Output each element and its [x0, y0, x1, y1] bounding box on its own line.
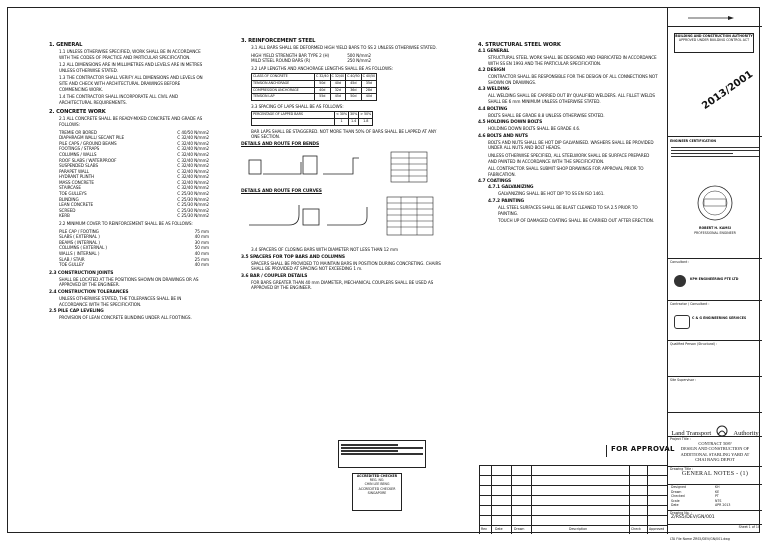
note-3-3-text: BAR LAPS SHALL BE STAGGERED. NOT MORE THAN 50% OF BARS SHALL BE LAPPED AT ANY ONE SECTION.: [251, 128, 437, 140]
cover-list: [49, 229, 209, 268]
cover-row: SLAB / STAIR 25 mm: [59, 256, 209, 262]
pe-name: ROBERT H. KAMSI: [699, 226, 731, 230]
table-row: 1 1.4 1.8: [252, 118, 373, 125]
qp-cell: [668, 340, 762, 376]
table-row: TENSION ANCHORAGE 50d 40d 45d 35d: [252, 80, 377, 87]
declaration-lines: [339, 441, 425, 458]
note-4-4: 4.4 BOLTING: [478, 106, 508, 112]
note-1-3: 1.3 THE CONTRACTOR SHALL VERIFY ALL DIMENSIONS AND LEVELS ON SITE AND CHECK WITH ARCHITECTURAL DRAWINGS BEFORE COMMENCING WORK.: [59, 75, 203, 92]
note-4-5-text: HOLDING DOWN BOLTS SHALL BE GRADE 4.6.: [488, 126, 581, 132]
rev-header-drawn: Drawn: [514, 527, 525, 531]
note-3-5: 3.5 SPACERS FOR TOP BARS AND COLUMNS: [241, 254, 345, 260]
section-general-title: 1. GENERAL: [49, 42, 83, 48]
note-4-6: 4.6 BOLTS AND NUTS: [478, 133, 528, 139]
grade-row: FOOTINGS / STRAPS C 32/40 N/mm2: [59, 146, 209, 152]
bend-detail-title: DETAILS AND ROUTE FOR BENDS: [241, 141, 320, 147]
cover-row: BEAMS ( INTERNAL ) 30 mm: [59, 239, 209, 245]
grade-row: PILE CAPS / GROUND BEAMS C 32/40 N/mm2: [59, 140, 209, 146]
drawing-title-cell: [668, 466, 762, 484]
grade-row: KERB C 25/30 N/mm2: [59, 213, 209, 219]
grade-row: DIAPHRAGM WALL/ SECANT PILE C 32/40 N/mm2: [59, 135, 209, 141]
general-notes-column-1: [49, 42, 209, 323]
north-arrow-icon: [668, 8, 762, 26]
grade-row: BLINDING C 25/30 N/mm2: [59, 196, 209, 202]
section-steel-title: 4. STRUCTURAL STEEL WORK: [478, 42, 561, 48]
note-4-1: 4.1 GENERAL: [478, 49, 510, 54]
table-row: TENSION LAP 55d 45d 50d 40d: [252, 94, 377, 101]
drawing-title: GENERAL NOTES - (1): [681, 471, 749, 478]
note-4-7-1-text: GALVANIZING SHALL BE HOT DIP TO SS EN ISO 1461.: [498, 191, 605, 197]
grade-row: COLUMNS / WALLS C 32/40 N/mm2: [59, 151, 209, 157]
stamp-line-1: REG. NO.: [369, 478, 385, 483]
note-3-1: 3.1 ALL BARS SHALL BE DEFORMED HIGH YIELD BARS TO SS 2 UNLESS OTHERWISE STATED.: [251, 45, 437, 50]
general-notes-column-2: [241, 38, 446, 293]
note-3-4: 3.4 SPACERS OF CLOSING BARS WITH DIAMETER NOT LESS THAN 12 mm: [251, 246, 398, 252]
project-title-label: Project Title :: [670, 437, 691, 441]
bca-stamp-number: 2013/2001: [700, 68, 756, 113]
grade-row: SUSPENDED SLABS C 32/40 N/mm2: [59, 163, 209, 169]
sheet-number: Sheet 1 of 10: [738, 525, 760, 529]
concrete-grade-list: [49, 130, 209, 220]
cover-row: COLUMNS ( EXTERNAL ) 50 mm: [59, 245, 209, 251]
site-supervisor-label: Site Supervisor :: [670, 378, 697, 382]
accredited-checker-stamp: [352, 473, 402, 511]
note-4-2: 4.2 DESIGN: [478, 68, 506, 74]
drawing-number-label: Drawing No. :: [670, 511, 692, 515]
grade-row: MASS CONCRETE C 32/40 N/mm2: [59, 179, 209, 185]
drawing-number: Z/RS5/DEV/GN/001: [671, 515, 715, 521]
bca-stamp: [674, 33, 754, 53]
stamp-title: ACCREDITED CHECKER: [356, 474, 398, 478]
yield-list: [241, 53, 371, 64]
project-title-line: DESIGN AND CONSTRUCTION OF: [680, 446, 750, 452]
note-3-2: 3.2 LAP LENGTHS AND ANCHORAGE LENGTHS SHALL BE AS FOLLOWS:: [251, 65, 393, 71]
note-4-7: 4.7 COATINGS: [478, 179, 512, 185]
note-4-3-text: ALL WELDING SHALL BE CARRIED OUT BY QUALIFIED WELDERS. ALL FILLET WELDS SHALL BE 6 mm MINIMUM UNLESS OTHERWISE STATED.: [488, 93, 655, 104]
note-1-2: 1.2 ALL DIMENSIONS ARE IN MILLIMETRES AND LEVELS ARE IN METRES UNLESS OTHERWISE STATED.: [59, 62, 203, 73]
note-4-3: 4.3 WELDING: [478, 87, 510, 93]
grade-row: TOE GULLEYS C 25/30 N/mm2: [59, 191, 209, 197]
note-3-3: 3.3 SPACING OF LAPS SHALL BE AS FOLLOWS:: [251, 103, 344, 109]
note-4-6-text-3: ALL CONTRACTOR SHALL SUBMIT SHOP DRAWINGS FOR APPROVAL PRIOR TO FABRICATION.: [488, 166, 644, 177]
rev-header-approved: Approved: [649, 527, 665, 531]
lta-logo-cell: [668, 412, 762, 436]
consultant-2-label: Contractor / Consultant :: [670, 302, 710, 306]
cover-row: SLABS ( EXTERNAL ) 40 mm: [59, 234, 209, 240]
qp-label: Qualified Person (Structural) :: [670, 342, 718, 346]
note-1-1: 1.1 UNLESS OTHERWISE SPECIFIED, WORK SHALL BE IN ACCORDANCE WITH THE CODES OF PRACTICE AND PARTICULAR SPECIFICATION.: [59, 49, 201, 60]
note-4-4-text: BOLTS SHALL BE GRADE 8.8 UNLESS OTHERWISE STATED.: [488, 112, 605, 118]
certification-text-lines: [668, 147, 762, 157]
yield-row: MILD STEEL ROUND BARS (R) 250 N/mm2: [251, 58, 371, 64]
checker-declaration-box: [338, 440, 426, 468]
project-title: [668, 441, 762, 462]
note-1-4: 1.4 THE CONTRACTOR SHALL INCORPORATE ALL CIVIL AND ARCHITECTURAL REQUIREMENTS.: [59, 94, 178, 105]
certification-heading: ENGINEER CERTIFICATION: [670, 139, 717, 143]
lap-spacing-table: [251, 111, 373, 125]
note-4-7-2: 4.7.2 PAINTING: [488, 198, 525, 204]
footer-cell: [668, 524, 762, 541]
grade-row: SCREED C 25/30 N/mm2: [59, 207, 209, 213]
drawing-meta-cell: [668, 484, 762, 510]
note-2-5-text: PROVISION OF LEAN CONCRETE BLINDING UNDER ALL FOOTINGS.: [59, 315, 192, 321]
project-title-line: CHAI BANG DEPOT: [695, 456, 735, 462]
grade-row: ROOF SLABS / WATERPROOF C 32/40 N/mm2: [59, 157, 209, 163]
lap-length-table: [251, 73, 377, 100]
consultant-2-cell: [668, 300, 762, 340]
section-reinforcement-title: 3. REINFORCEMENT STEEL: [241, 38, 316, 44]
consultant-1-cell: [668, 258, 762, 300]
note-2-4-text: UNLESS OTHERWISE STATED, THE TOLERANCES SHALL BE IN ACCORDANCE WITH THE SPECIFICATION.: [59, 295, 182, 307]
project-title-line: CONTRACT 508?: [698, 441, 732, 447]
project-title-line: ADDITIONAL STABLING YARD AT: [680, 451, 750, 457]
table-row: COMPRESSION ANCHORAGE 40d 32d 36d 28d: [252, 87, 377, 94]
note-4-7-1: 4.7.1 GALVANIZING: [488, 185, 534, 191]
note-2-3: 2.3 CONSTRUCTION JOINTS: [49, 270, 114, 276]
bca-sub: APPROVED UNDER BUILDING CONTROL ACT: [678, 38, 750, 43]
note-2-3-text: SHALL BE LOCATED AT THE POSITIONS SHOWN ON DRAWINGS OR AS APPROVED BY THE ENGINEER.: [59, 276, 199, 288]
cover-row: TOE GULLEY 40 mm: [59, 262, 209, 268]
note-4-5: 4.5 HOLDING DOWN BOLTS: [478, 120, 543, 126]
rev-header-rev: Rev: [481, 527, 487, 531]
note-2-4: 2.4 CONSTRUCTION TOLERANCES: [49, 289, 129, 295]
grade-row: HYDRANT PLINTH C 32/40 N/mm2: [59, 174, 209, 180]
footer-filename: LTA File Name ZRS5/DEV/GN/001.dwg: [670, 537, 730, 541]
stamp-line-3: ACCREDITED CHECKER: [358, 486, 396, 491]
note-4-1-text: STRUCTURAL STEEL WORK SHALL BE DESIGNED AND FABRICATED IN ACCORDANCE WITH SS EN 1993 AND THE PARTICULAR SPECIFICATION.: [488, 55, 657, 66]
general-notes-column-3: [478, 42, 658, 226]
for-approval-label: FOR APPROVAL: [606, 445, 675, 457]
table-header-row: CLASS OF CONCRETE C 32/40 C 32/40 C 40/50 C 40/50: [252, 74, 377, 81]
lta-logo-text-2: Authority: [733, 430, 759, 437]
tb-header-cell: [668, 8, 762, 26]
rev-header-check: Check: [631, 527, 641, 531]
lta-logo-text-1: Land Transport: [671, 430, 712, 437]
drawing-sheet: [7, 7, 760, 541]
drawing-number-cell: [668, 510, 762, 524]
revision-table: [479, 465, 667, 534]
note-2-5: 2.5 PILE CAP LEVELING: [49, 309, 104, 315]
cover-row: PILE CAP / FOOTING 75 mm: [59, 228, 209, 234]
pe-certification-cell: [668, 136, 762, 238]
drawing-title-label: Drawing Title :: [670, 467, 694, 471]
site-supervisor-cell: [668, 376, 762, 412]
bca-approval-cell: [668, 26, 762, 136]
stamp-line-4: SINGAPORE: [367, 490, 387, 495]
stamp-line-2: CHIN LEE BENG: [364, 482, 390, 487]
bend-detail-diagram: [241, 148, 441, 188]
consultant-2-logo: [674, 315, 690, 329]
drawing-meta: Designed KH Drawn KE Checked PT Scale NTS Date APR 2013: [671, 485, 731, 508]
consultant-1-name: KPH ENGINEERING PTE LTD: [690, 277, 739, 281]
consultant-1-label: Consultant :: [670, 260, 690, 264]
consultant-2-name: C & G ENGINEERING SERVICES: [692, 316, 747, 320]
note-3-5-text: SPACERS SHALL BE PROVIDED TO MAINTAIN BARS IN POSITION DURING CONCRETING. CHAIRS SHALL BE PROVIDED AT SPACING NOT EXCEEDING 1 m.: [251, 260, 441, 272]
project-title-cell: [668, 436, 762, 466]
curve-detail-title: DETAILS AND ROUTE FOR CURVES: [241, 189, 322, 195]
note-3-6: 3.6 BAR / COUPLER DETAILS: [241, 273, 308, 279]
section-concrete-title: 2. CONCRETE WORK: [49, 109, 106, 116]
grade-row: LEAN CONCRETE C 25/30 N/mm2: [59, 202, 209, 208]
note-4-7-2-text-2: TOUCH UP OF DAMAGED COATING SHALL BE CARRIED OUT AFTER ERECTION.: [498, 218, 655, 224]
note-4-2-text: CONTRACTOR SHALL BE RESPONSIBLE FOR THE DESIGN OF ALL CONNECTIONS NOT SHOWN ON DRAWINGS.: [488, 74, 658, 85]
pe-title: PROFESSIONAL ENGINEER: [694, 231, 736, 235]
rev-header-description: Description: [569, 527, 588, 531]
note-2-2: 2.2 MINIMUM COVER TO REINFORCEMENT SHALL BE AS FOLLOWS:: [59, 221, 193, 227]
grade-row: STAIRCASE C 32/40 N/mm2: [59, 185, 209, 191]
note-2-1: 2.1 ALL CONCRETE SHALL BE READY-MIXED CONCRETE AND GRADE AS FOLLOWS:: [59, 116, 203, 127]
consultant-1-logo: [674, 275, 686, 287]
curve-detail-diagram: [241, 195, 441, 237]
table-header-row: PERCENTAGE OF LAPPED BARS < 30% 30% > 50%: [252, 112, 373, 119]
grade-row: TREMIE OR BORED C 40/50 N/mm2: [59, 129, 209, 135]
cover-row: WALLS ( INTERNAL ) 40 mm: [59, 251, 209, 256]
yield-row: HIGH YIELD STRENGTH BAR TYPE 2 (H) 500 N/mm2: [251, 52, 371, 58]
rev-header-date: Date: [495, 527, 503, 531]
title-block: [667, 8, 762, 541]
grade-row: PARAPET WALL C 32/40 N/mm2: [59, 168, 209, 174]
bca-name: BUILDING AND CONSTRUCTION AUTHORITY: [675, 34, 753, 38]
note-4-6-text: BOLTS AND NUTS SHALL BE HOT DIP GALVANISED. WASHERS SHALL BE PROVIDED UNDER ALL NUTS AND BOLT HEADS.: [488, 139, 654, 151]
note-3-6-text: FOR BARS GREATER THAN 40 mm DIAMETER, MECHANICAL COUPLERS SHALL BE USED AS APPROVED BY THE ENGINEER.: [251, 279, 434, 291]
note-4-6-text-2: UNLESS OTHERWISE SPECIFIED, ALL STEELWORK SHALL BE SURFACE PREPARED AND PAINTED IN ACCORDANCE WITH THE SPECIFICATION.: [488, 152, 650, 164]
note-4-7-2-text: ALL STEEL SURFACES SHALL BE BLAST CLEANED TO SA 2.5 PRIOR TO PAINTING.: [498, 204, 638, 216]
